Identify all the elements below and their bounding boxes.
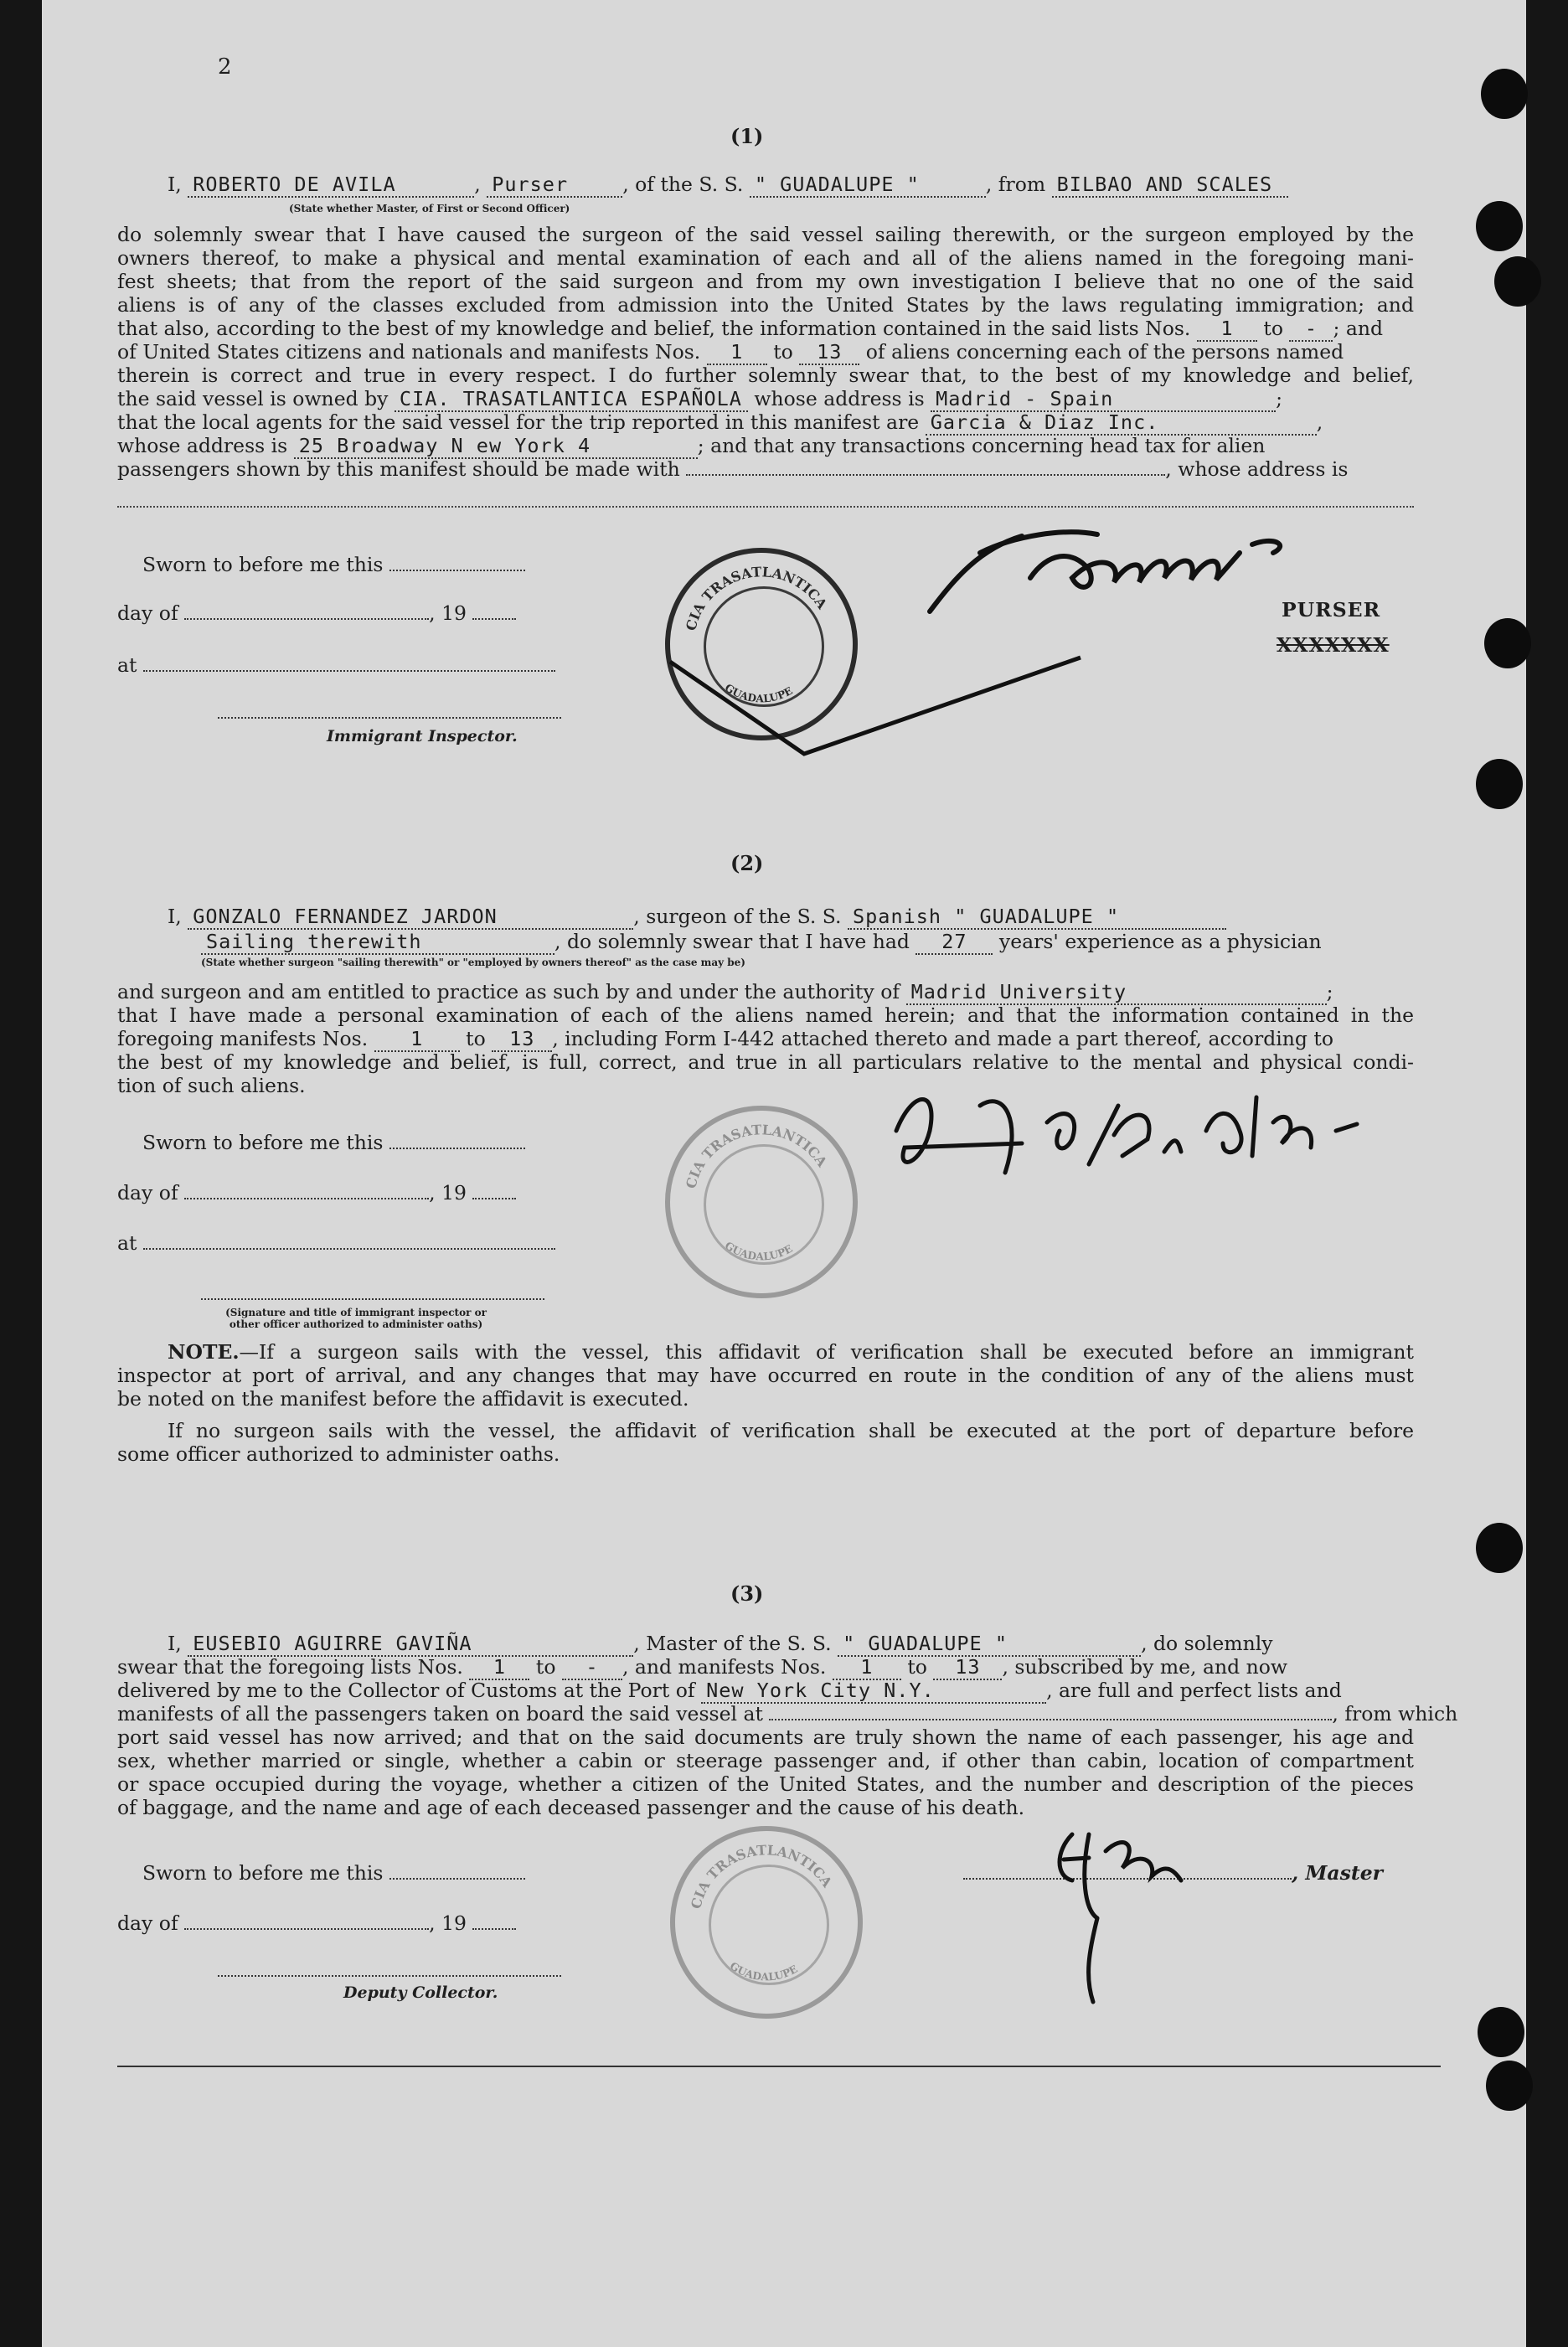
s2-para-line-4: the best of my knowledge and belief, is full, correct, and true in all particulars relative to the mental and physical condi- — [117, 1050, 1414, 1074]
manifests-to: 13 — [799, 340, 859, 365]
section-2-heading: (2) — [730, 851, 764, 875]
s2-note-line-2: inspector at port of arrival, and any changes that may have occurred en route in the condition of any of the aliens must — [117, 1364, 1414, 1387]
stamp-2-vessel-text: GUADALUPE — [722, 1238, 795, 1263]
s1-para-line-1: do solemnly swear that I have caused the surgeon of the said vessel sailing therewith, or the surgeon employed by the — [117, 223, 1414, 246]
s2-sworn: Sworn to before me this — [142, 1131, 525, 1154]
s1-agent-address-line: whose address is 25 Broadway N ew York 4 ; and that any transactions concerning head tax for alien — [117, 434, 1266, 457]
s2-note-line-3: be noted on the manifest before the affidavit is executed. — [117, 1387, 689, 1411]
s2-caption: (Signature and title of immigrant inspector or other officer authorized to administer oaths) — [225, 1307, 487, 1330]
s3-para-line-5: sex, whether married or single, whether a cabin or steerage passenger and, if other than cabin, location of compartment — [117, 1749, 1414, 1772]
s1-caption: Immigrant Inspector. — [327, 727, 518, 745]
s1-para-line-2: owners thereof, to make a physical and mental examination of each and all of the aliens named in the foregoing mani- — [117, 246, 1414, 270]
purser-rank-note: (State whether Master, of First or Second Officer) — [289, 203, 570, 214]
svg-text:CIA TRASATLANTICA — [688, 1842, 835, 1911]
practice-authority: Madrid University — [906, 980, 1327, 1005]
surgeon-status-note: (State whether surgeon "sailing therewith" or "employed by owners thereof" as the case may be) — [201, 957, 745, 968]
s2-nos-from: 1 — [374, 1027, 460, 1052]
s3-lists-to: - — [562, 1655, 622, 1680]
master-name: EUSEBIO AGUIRRE GAVIÑA — [188, 1632, 633, 1657]
s1-lists-line: that also, according to the best of my knowledge and belief, the information contained in the said lists Nos. 1 to - ; and — [117, 317, 1384, 340]
company-seal-stamp-2 — [665, 1106, 858, 1298]
owner-address: Madrid - Spain — [931, 387, 1276, 412]
s2-note-line-4: If no surgeon sails with the vessel, the affidavit of verification shall be executed at the port of departure before — [168, 1419, 1414, 1442]
s3-port-line: delivered by me to the Collector of Customs at the Port of New York City N.Y. , are full and perfect lists and — [117, 1679, 1342, 1702]
lists-to: - — [1289, 317, 1333, 342]
struck-role-label: XXXXXXX — [1277, 633, 1390, 657]
lists-from: 1 — [1197, 317, 1257, 342]
s1-para-line-4: aliens is of any of the classes excluded from admission into the United States by the laws regulating immigration; and — [117, 293, 1414, 317]
s3-caption: Deputy Collector. — [343, 1983, 498, 2002]
s2-note-line-1: NOTE.—If a surgeon sails with the vessel, this affidavit of verification shall be executed before an immigrant — [168, 1340, 1414, 1364]
s1-para-line-3: fest sheets; that from the report of the said surgeon and from my own investigation I believe that no one of the said — [117, 270, 1414, 293]
s3-para-line-7: of baggage, and the name and age of each deceased passenger and the cause of his death. — [117, 1796, 1025, 1819]
s3-day-of: day of , 19 — [117, 1911, 516, 1935]
svg-text:CIA TRASATLANTICA — [683, 564, 830, 632]
s3-para-line-4: port said vessel has now arrived; and that on the said documents are truly shown the name of each passenger, his age and — [117, 1725, 1414, 1749]
master-oath-line: I, EUSEBIO AGUIRRE GAVIÑA , Master of the S. S. " GUADALUPE " , do solemnly — [168, 1632, 1273, 1655]
s3-boarded-line: manifests of all the passengers taken on board the said vessel at , from which — [117, 1702, 1458, 1725]
s1-headtax-line: passengers shown by this manifest should be made with , whose address is — [117, 457, 1349, 481]
manifest-affidavit-page — [42, 0, 1526, 2347]
surgeon-signature — [879, 1072, 1399, 1198]
surgeon-sailing-line: Sailing therewith , do solemnly swear that I have had 27 years' experience as a physician — [201, 930, 1322, 955]
s2-para-line-2: that I have made a personal examination of each of the aliens named herein; and that the information contained in the — [117, 1003, 1414, 1027]
s3-manifests-from: 1 — [833, 1655, 901, 1680]
s1-para-line-7: therein is correct and true in every respect. I do further solemnly swear that, to the best of my knowledge and belief, — [117, 364, 1414, 387]
vessel-owner: CIA. TRASATLANTICA ESPAÑOLA — [395, 387, 748, 412]
purser-role-label: PURSER — [1282, 598, 1381, 622]
s2-nos-line: foregoing manifests Nos. 1 to 13 , including Form I-442 attached thereto and made a part thereof, according to — [117, 1027, 1333, 1050]
purser-oath-line: I, ROBERTO DE AVILA , Purser , of the S. S. " GUADALUPE " , from BILBAO AND SCALES — [168, 173, 1288, 198]
s3-lists-line: swear that the foregoing lists Nos. 1 to - , and manifests Nos. 1 to 13 , subscribed by me, and now — [117, 1655, 1288, 1679]
svg-text:CIA TRASATLANTICA — [683, 1122, 830, 1190]
purser-title: Purser — [487, 173, 622, 198]
s3-para-line-6: or space occupied during the voyage, whether a citizen of the United States, and the number and description of the pieces — [117, 1772, 1414, 1796]
s2-authority-line: and surgeon and am entitled to practice as such by and under the authority of Madrid University ; — [117, 980, 1333, 1003]
s1-at: at — [117, 653, 555, 677]
years-experience: 27 — [916, 930, 993, 955]
stamp-2-company-text: CIA TRASATLANTICA — [683, 1122, 831, 1190]
section-3-heading: (3) — [730, 1581, 764, 1606]
purser-name: ROBERTO DE AVILA — [188, 173, 474, 198]
stamp-3-vessel-text: GUADALUPE — [727, 1958, 800, 1983]
svg-text:GUADALUPE — [728, 1959, 800, 1983]
departure-ports: BILBAO AND SCALES — [1052, 173, 1288, 198]
surgeon-vessel: Spanish " GUADALUPE " — [848, 905, 1226, 930]
s2-day-of: day of , 19 — [117, 1181, 516, 1204]
stamp-3-company-text: CIA TRASATLANTICA — [688, 1842, 836, 1911]
section-1-heading: (1) — [730, 124, 764, 148]
surgeon-name: GONZALO FERNANDEZ JARDON — [188, 905, 633, 930]
s2-nos-to: 13 — [492, 1027, 552, 1052]
s2-para-line-5: tion of such aliens. — [117, 1074, 306, 1097]
company-seal-stamp-3 — [670, 1826, 863, 2019]
arrival-port: New York City N.Y. — [701, 1679, 1046, 1704]
s2-at: at — [117, 1231, 555, 1255]
surgeon-oath-line: I, GONZALO FERNANDEZ JARDON , surgeon of the S. S. Spanish " GUADALUPE " — [168, 905, 1226, 930]
agent-address: 25 Broadway N ew York 4 — [294, 434, 698, 459]
master-signature — [1005, 1801, 1256, 2010]
master-signature-line: , Master — [963, 1861, 1383, 1885]
master-vessel: " GUADALUPE " — [838, 1632, 1141, 1657]
vessel-name: " GUADALUPE " — [750, 173, 986, 198]
manifests-from: 1 — [707, 340, 767, 365]
page-number: 2 — [218, 54, 232, 80]
local-agents: Garcia & Diaz Inc. — [926, 410, 1317, 436]
note-label: NOTE. — [168, 1340, 240, 1364]
surgeon-status: Sailing therewith — [201, 930, 554, 955]
s1-sworn: Sworn to before me this — [142, 553, 525, 576]
s3-sworn: Sworn to before me this — [142, 1861, 525, 1885]
s1-manifests-line: of United States citizens and nationals and manifests Nos. 1 to 13 of aliens concerning each of the persons named — [117, 340, 1344, 364]
s3-manifests-to: 13 — [933, 1655, 1002, 1680]
s1-agents-line: that the local agents for the said vessel for the trip reported in this manifest are Garcia & Diaz Inc. , — [117, 410, 1323, 434]
stamp-company-text: CIA TRASATLANTICA — [683, 564, 831, 632]
s1-owner-line: the said vessel is owned by CIA. TRASATLANTICA ESPAÑOLA whose address is Madrid - Spain ; — [117, 387, 1283, 410]
s1-day-of: day of , 19 — [117, 601, 516, 625]
svg-text:GUADALUPE — [723, 1239, 795, 1262]
s3-lists-from: 1 — [469, 1655, 529, 1680]
stamp-vessel-text: GUADALUPE — [722, 680, 795, 705]
s2-note-line-5: some officer authorized to administer oaths. — [117, 1442, 560, 1466]
